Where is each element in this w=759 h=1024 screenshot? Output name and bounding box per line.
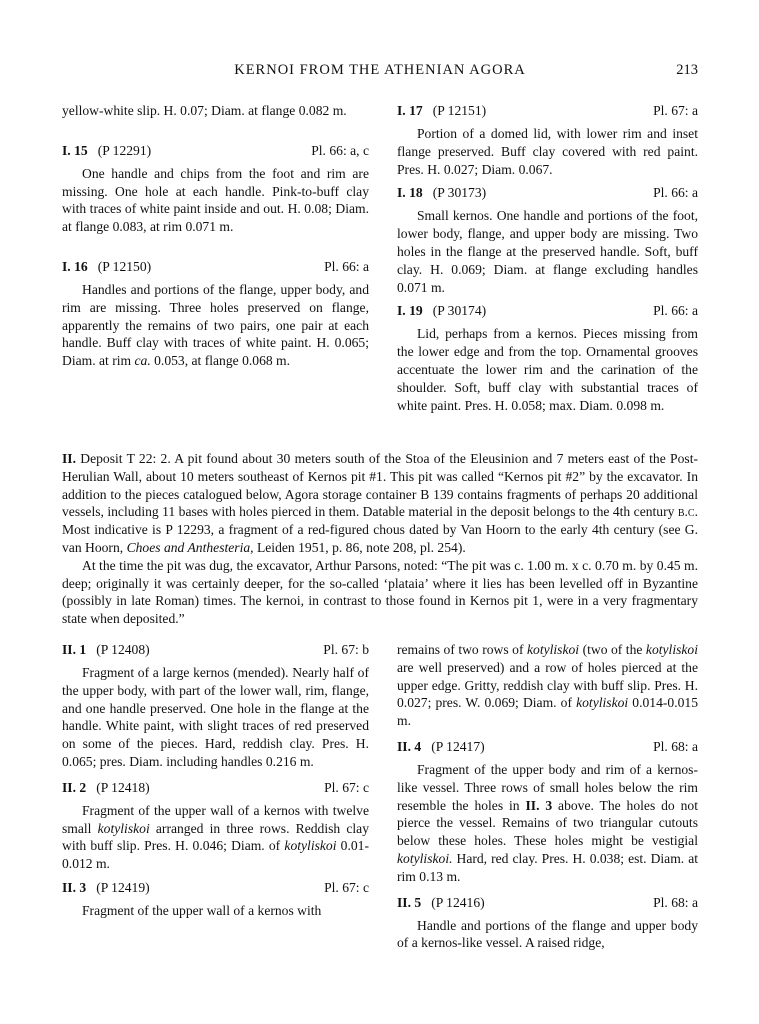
excavator-note: At the time the pit was dug, the excavator, Arthur Parsons, noted: “The pit was c. 1.00 m. x c. 0.70 m. by 0.45 m. deep; originally it was certainly deeper, for the so-called ‘plataia’ where it lies has been levelled off in Byzantine (possibly in late Roman) times. The kernoi, in contrast to those found in Kernos pit 1, were in a very fragmentary state when deposited.”: [62, 557, 698, 627]
inventory-number: (P 12416): [431, 894, 485, 910]
inventory-number: (P 30174): [432, 303, 487, 319]
entry-heading: [397, 738, 698, 756]
plate-reference: Pl. 66: a: [653, 303, 698, 319]
column-bottom-left: [62, 641, 369, 920]
inventory-number: (P 12419): [96, 879, 150, 895]
entry-number: I. 18: [397, 185, 423, 201]
entry-heading: [397, 894, 698, 912]
entry-number: II. 1: [62, 642, 87, 657]
plate-reference: Pl. 66: a: [653, 185, 698, 201]
plate-reference: Pl. 68: a: [653, 738, 698, 754]
section-number: II.: [62, 451, 76, 466]
entry-description: Fragment of the upper body and rim of a kernos-like vessel. Three rows of small holes below the rim resemble the holes in II. 3 above. The holes do not pierce the vessel. Remains of two triangular cutouts below these holes. These holes might be vestigial kotyliskoi. Hard, red clay. Pres. H. 0.038; est. Diam. at rim 0.13 m.: [397, 761, 698, 884]
inventory-number: (P 12151): [432, 103, 487, 118]
entry-heading: [62, 779, 369, 797]
entry-number: I. 19: [397, 303, 423, 319]
entry-description: One handle and chips from the foot and rim are missing. One hole at each handle. Pink-to-buff clay with traces of white paint inside and out. H. 0.08; Diam. at flange 0.083, at rim 0.071 m.: [62, 165, 369, 235]
plate-reference: Pl. 66: a, c: [311, 142, 369, 158]
entry-heading: [62, 879, 369, 897]
plate-reference: Pl. 67: b: [323, 642, 369, 657]
entry-description: Handles and portions of the flange, upper body, and rim are missing. Three holes preserved on flange, apparently the remains of two pairs, one pair at each handle. Buff clay with traces of white paint. H. 0.065; Diam. at rim ca. 0.053, at flange 0.068 m.: [62, 281, 369, 369]
continuation-text: yellow-white slip. H. 0.07; Diam. at flange 0.082 m.: [62, 103, 347, 118]
page-number: 213: [676, 62, 698, 78]
entry-heading: [397, 102, 698, 120]
plate-reference: Pl. 67: a: [653, 103, 698, 118]
entry-number: II. 4: [397, 738, 422, 754]
entry-description: Small kernos. One handle and portions of the foot, lower body, flange, and upper body are missing. Two holes in the flange at the preserved handle. Soft, buff clay. H. 0.069; Diam. at flange excluding handles 0.071 m.: [397, 208, 698, 295]
running-header: [62, 62, 698, 84]
entry-heading: [62, 142, 369, 160]
inventory-number: (P 12418): [96, 779, 150, 795]
entry-description: Fragment of a large kernos (mended). Nearly half of the upper body, with part of the lower wall, rim, flange, and one handle preserved. One hole in the flange at the handle. White paint, with slight traces of red preserved on some of the pieces. Hard, reddish clay. Pres. H. 0.065; pres. Diam. including handles 0.216 m.: [62, 665, 369, 769]
entry-number: II. 2: [62, 779, 87, 795]
plate-reference: Pl. 68: a: [653, 894, 698, 910]
column-top-left: [62, 102, 369, 370]
entry-description: Portion of a domed lid, with lower rim and inset flange preserved. Buff clay covered with red paint. Pres. H. 0.027; Diam. 0.067.: [397, 126, 698, 177]
entry-number: II. 5: [397, 894, 422, 910]
entry-heading: [62, 641, 369, 659]
inventory-number: (P 30173): [432, 185, 487, 201]
column-top-right: [397, 102, 698, 414]
deposit-section: [62, 450, 698, 628]
running-title: KERNOI FROM THE ATHENIAN AGORA: [234, 62, 526, 78]
plate-reference: Pl. 66: a: [324, 258, 369, 274]
inventory-number: (P 12408): [96, 642, 150, 657]
plate-reference: Pl. 67: c: [324, 779, 369, 795]
deposit-paragraph: II. Deposit T 22: 2. A pit found about 30 meters south of the Stoa of the Eleusinion and 7 meters east of the Post-Herulian Wall, about 10 meters southeast of Kernos pit #1. This pit was called “Kernos pit #2” by the excavator. In addition to the pieces catalogued below, Agora storage container B 139 contains fragments of perhaps 20 additional vessels, including 11 bases with holes pierced in them. Datable material in the deposit belongs to the 4th century b.c. Most indicative is P 12293, a fragment of a red-figured chous dated by Van Hoorn to the early 4th century (see G. van Hoorn, Choes and Anthesteria, Leiden 1951, p. 86, note 208, pl. 254).: [62, 451, 698, 555]
inventory-number: (P 12150): [97, 258, 152, 274]
entry-heading: [62, 258, 369, 276]
entry-description: Handle and portions of the flange and upper body of a kernos-like vessel. A raised ridge,: [397, 917, 698, 951]
entry-description: Fragment of the upper wall of a kernos with twelve small kotyliskoi arranged in three rows. Reddish clay with buff slip. Pres. H. 0.046; Diam. of kotyliskoi 0.01-0.012 m.: [62, 802, 370, 872]
entry-number: II. 3: [62, 879, 87, 895]
column-bottom-right: [397, 641, 698, 952]
continuation-text: remains of two rows of kotyliskoi (two of the kotyliskoi are well preserved) and a row of holes pierced at the upper edge. Gritty, reddish clay with buff slip. Pres. H. 0.027; pres. W. 0.069; Diam. of kotyliskoi 0.014-0.015 m.: [397, 642, 698, 729]
inventory-number: (P 12291): [97, 142, 152, 158]
entry-number: I. 16: [62, 258, 88, 274]
entry-description: Lid, perhaps from a kernos. Pieces missing from the lower edge and from the top. Ornamental grooves accentuate the lower rim and the carination of the shoulder. Soft, buff clay with substantial traces of white paint. Pres. H. 0.058; max. Diam. 0.098 m.: [397, 326, 698, 413]
entry-heading: [397, 184, 698, 202]
entry-number: I. 15: [62, 142, 88, 158]
entry-heading: [397, 302, 698, 320]
inventory-number: (P 12417): [431, 738, 485, 754]
entry-number: I. 17: [397, 103, 423, 118]
plate-reference: Pl. 67: c: [324, 879, 369, 895]
entry-description: Fragment of the upper wall of a kernos with: [82, 902, 322, 918]
